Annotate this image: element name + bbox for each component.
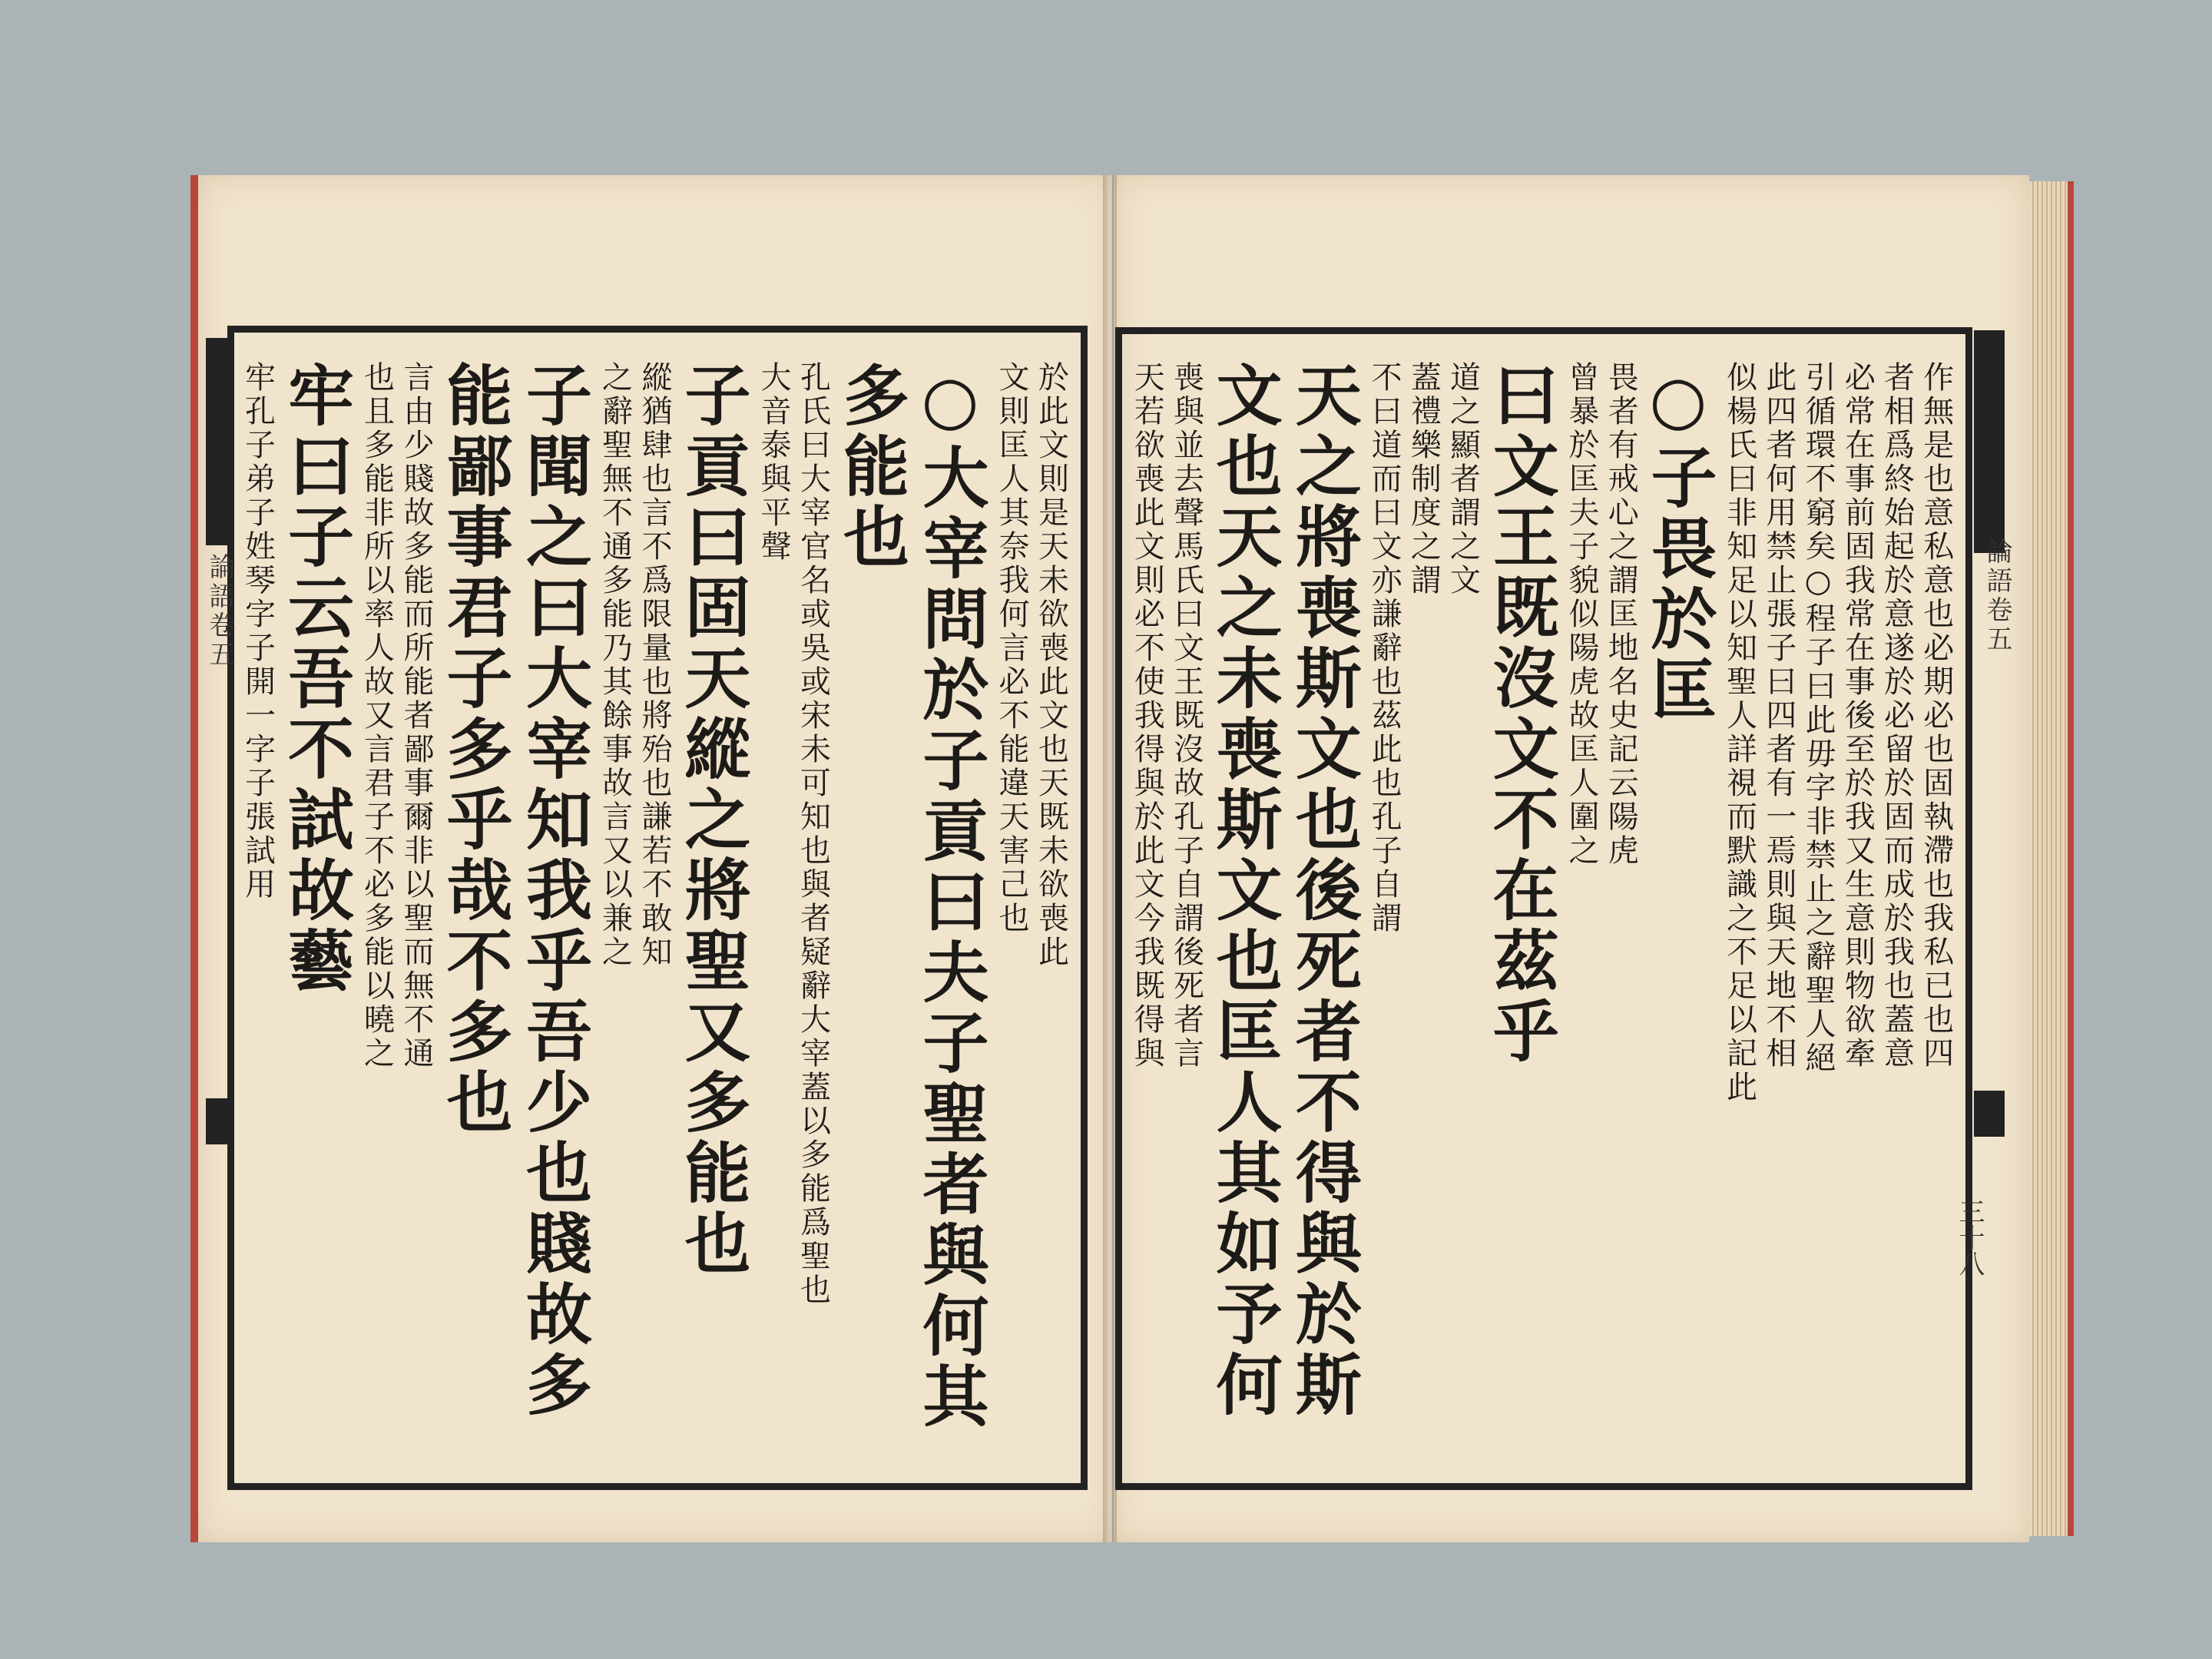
left-text-column: 也且多能非所以率人故又言君子不必多能以曉之	[359, 361, 395, 1071]
right-text-column: 喪與並去聲馬氏曰文王既沒故孔子自謂後死者言	[1168, 361, 1204, 1071]
right-margin-mark-lower	[1974, 1091, 2005, 1137]
right-text-column: 作無是也意私意也必期必也固執滯也我私已也四	[1918, 361, 1954, 1071]
right-text-column: 文也天之未喪斯文也匡人其如予何	[1204, 361, 1283, 1421]
right-text-column: 此四者何用禁止張子曰四者有一焉則與天地不相	[1760, 361, 1796, 1071]
folio-number: 三十八	[1954, 1198, 1985, 1277]
left-text-column: 牢孔子弟子姓琴字子開一字子張試用	[240, 361, 276, 902]
left-text-column: 能鄙事君子多乎哉不多也	[435, 361, 513, 1138]
left-text-column: 大音泰與平聲	[756, 361, 791, 564]
left-text-column: 於此文則是天未欲喪此文也天既未欲喪此	[1033, 361, 1069, 969]
page-edges	[2029, 181, 2068, 1536]
right-text-column: 道之顯者謂之文	[1445, 361, 1481, 598]
left-text-column: ○大宰問於子貢曰夫子聖者與何其	[911, 361, 989, 1432]
right-text-column: ○子畏於匡	[1639, 361, 1717, 726]
right-text-column: 天若欲喪此文則必不使我得與於此文今我既得與	[1129, 361, 1165, 1071]
right-text-column: 曰文王既沒文不在茲乎	[1481, 361, 1559, 1068]
left-text-column: 孔氏曰大宰官名或吳或宋未可知也與者疑辭大宰蓋以多能爲聖也	[795, 361, 831, 1307]
right-text-column: 蓋禮樂制度之謂	[1406, 361, 1442, 598]
left-text-column: 牢曰子云吾不試故藝	[276, 361, 354, 997]
left-text-column: 子貢曰固天縱之將聖又多能也	[673, 361, 751, 1280]
left-side-caption: 論語卷五	[204, 553, 235, 670]
right-text-column: 畏者有戒心之謂匡地名史記云陽虎	[1603, 361, 1639, 868]
right-text-column: 似楊氏曰非知足以知聖人詳視而默識之不足以記此	[1721, 361, 1757, 1104]
left-margin-mark-lower	[206, 1098, 229, 1144]
right-text-column: 者相爲終始起於意遂於必留於固而成於我也蓋意	[1879, 361, 1915, 1071]
left-text-column: 子聞之曰大宰知我乎吾少也賤故多	[515, 361, 592, 1421]
right-side-caption: 論語卷五	[1982, 538, 2012, 654]
left-text-column: 縱猶肆也言不爲限量也將殆也謙若不敢知	[637, 361, 672, 969]
left-text-column: 言由少賤故多能而所能者鄙事爾非以聖而無不通	[399, 361, 434, 1071]
left-text-column: 多能也	[832, 361, 909, 573]
right-text-column: 引循環不窮矣○程子曰此毋字非禁止之辭聖人絕	[1800, 361, 1836, 1075]
left-text-column: 之辭聖無不通多能乃其餘事故言又以兼之	[597, 361, 633, 969]
left-text-column: 文則匡人其奈我何言必不能違天害己也	[994, 361, 1029, 935]
right-margin-mark	[1974, 330, 2005, 553]
right-text-column: 必常在事前固我常在事後至於我又生意則物欲牽	[1839, 361, 1876, 1071]
left-margin-mark	[206, 338, 229, 545]
right-text-column: 天之將喪斯文也後死者不得與於斯	[1283, 361, 1362, 1421]
right-text-column: 不曰道而曰文亦謙辭也茲此也孔子自謂	[1366, 361, 1402, 935]
right-text-column: 曾暴於匡夫子貌似陽虎故匡人圍之	[1564, 361, 1599, 868]
